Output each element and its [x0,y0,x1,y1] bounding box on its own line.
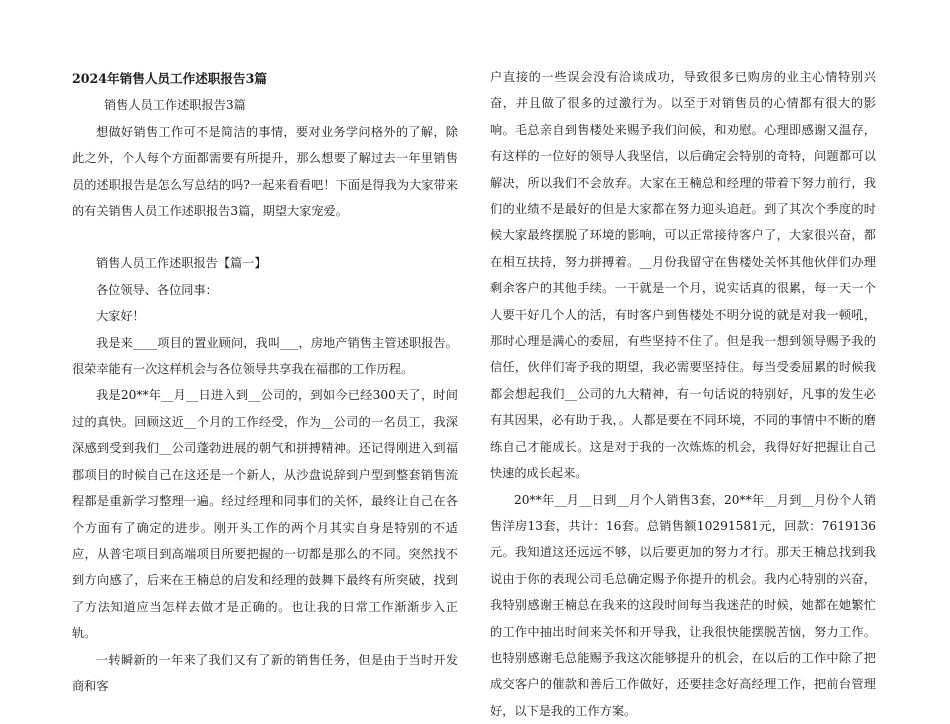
body-paragraph: 一转瞬新的一年来了我们又有了新的销售任务，但是由于当时开发商和客 [72,647,458,700]
intro-paragraph: 想做好销售工作可不是简洁的事情，要对业务学问格外的了解，除此之外，个人每个方面都需要有所提升，那么想要了解过去一年里销售员的述职报告是怎么写总结的吗?一起来看看吧！下面是得我为大家带来的有关销售人员工作述职报告3篇，期望大家宠爱。 [72,119,458,225]
body-paragraph: 我是来____项目的置业顾问，我叫___，房地产销售主管述职报告。很荣幸能有一次这样机会与各位领导共享我在福郡的工作历程。 [72,330,458,383]
greeting: 大家好！ [72,303,458,329]
paragraph-gap [72,224,458,250]
document-subtitle: 销售人员工作述职报告3篇 [72,92,458,118]
body-paragraph: 20**年__月__日到__月个人销售3套，20**年__月到__月份个人销售洋房13套，共计：16套。总销售额10291581元，回款：7619136元。我知道这还远远不够，以后要更加的努力才行。那天王楠总找到我说由于你的表现公司毛总确定赐予你提升的机会。我内心特别的兴奋，我特别感谢王楠总在我来的这段时间每当我迷茫的时候，她都在她繁忙的工作中抽出时间来关怀和开导我，让我很快能摆脱苦恼，努力工作。也特别感谢毛总能赐予我这次能够提升的机会，在以后的工作中除了把成交客户的催款和善后工作做好，还要挂念好高经理工作，把前台管理好，以下是我的工作方案。 [490,487,876,724]
body-paragraph-continued: 户直接的一些误会没有洽谈成功，导致很多已购房的业主心情特别兴奋，并且做了很多的过激行为。以至于对销售员的心情都有很大的影响。毛总亲自到售楼处来赐予我们问候，和劝慰。心理即感谢又温存，有这样的一位好的领导人我坚信，以后确定会特别的奇特，问题都可以解决，所以我们不会放弃。大家在王楠总和经理的带着下努力前行，我们的业绩不是最好的但是大家都在努力迎头追赶。到了其次个季度的时候大家最终摆脱了环境的影响，可以正常接待客户了，大家很兴奋，都在相互扶持，努力拼搏着。__月份我留守在售楼处关怀其他伙伴们办理剩余客户的其他手续。一干就是一个月，说实话真的很累，每一天一个人要干好几个人的活，有时客户到售楼处不明分说的就是对我一顿吼，那时心理是满心的委屈，有些坚持不住了。但是我一想到领导赐予我的信任，伙伴们寄予我的期望，我必需要坚持住。每当受委屈累的时候我都会想起我们__公司的九大精神，有一句话说的特别好，凡事的发生必有其因果，必有助于我，。人都是要在不同环境，不同的事情中不断的磨练自己才能成长。这是对于我的一次炼炼的机会，我得好好把握让自己快速的成长起来。 [490,64,876,487]
left-column [72,66,458,699]
section-heading: 销售人员工作述职报告【篇一】 [72,250,458,276]
document-title: 2024年销售人员工作述职报告3篇 [72,66,458,92]
salutation: 各位领导、各位同事： [72,277,458,303]
right-column [490,64,876,724]
body-paragraph: 我是20**年__月__日进入到__公司的，到如今已经300天了，时间过的真快。回顾这近__个月的工作经受，作为__公司的一名员工，我深深感到受到我们__公司蓬勃进展的朝气和拼搏精神。还记得刚进入到福郡项目的时候自己在这还是一个新人，从沙盘说辞到户型到整套销售流程都是重新学习整理一遍。经过经理和同事们的关怀，最终让自己在各个方面有了确定的进步。刚开头工作的两个月其实自身是特别的不适应，从普宅项目到高端项目所要把握的一切都是那么的不同。突然找不到方向感了，后来在王楠总的启发和经理的鼓舞下最终有所突破，找到了方法知道应当怎样去做才是正确的。也让我的日常工作渐渐步入正轨。 [72,382,458,646]
